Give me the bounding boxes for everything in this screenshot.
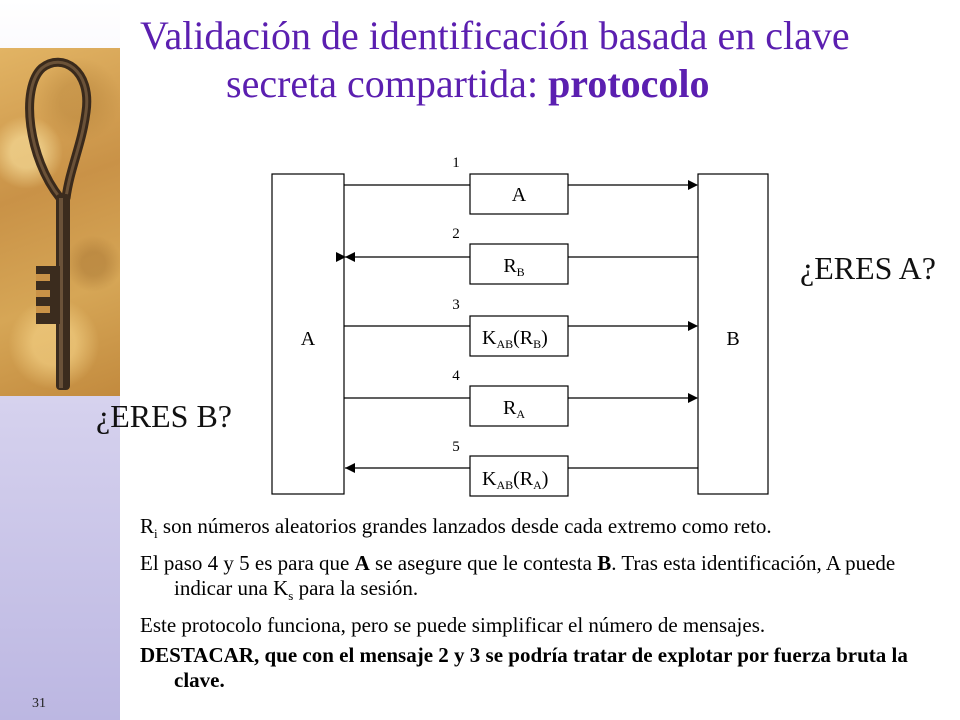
title-line2-plain: secreta compartida: [226,61,549,106]
message-label: $K_{AB}(R_B)$ [482,327,548,351]
note-paragraph: Este protocolo funciona, pero se puede simplificar el número de mensajes. [140,613,766,638]
note-paragraph: El paso 4 y 5 es para que A se asegure que le contesta B. Tras esta identificación, A puede indicar una $K_s$ para la sesión. [140,551,896,604]
arrowhead-left [345,463,355,473]
message-label: A [511,184,527,206]
question-eres-a: ¿ERES A? [800,250,936,286]
slide-number: 31 [32,696,46,711]
title-line1: Validación de identificación basada en clave [140,13,850,58]
arrowhead-left [345,252,355,262]
step-label: 3 [452,297,460,313]
message-label: $R_B$ [503,255,525,279]
party-label-b: B [726,328,740,350]
note-paragraph: $R_i$ son números aleatorios grandes lanzados desde cada extremo como reto. [140,514,772,542]
step-label: 4 [452,368,460,384]
notes [140,514,950,698]
step-label: 2 [452,226,460,242]
title-line2-bold: protocolo [548,61,710,106]
message-label: $R_A$ [502,397,526,421]
party-label-a: A [300,328,316,350]
message-label: $K_{AB}(R_A)$ [482,468,549,492]
step-label: 5 [452,439,460,455]
step-label: 1 [452,155,460,171]
question-eres-b: ¿ERES B? [96,398,232,434]
note-paragraph: DESTACAR, que con el mensaje 2 y 3 se podría tratar de explotar por fuerza bruta la clave. [140,643,908,693]
